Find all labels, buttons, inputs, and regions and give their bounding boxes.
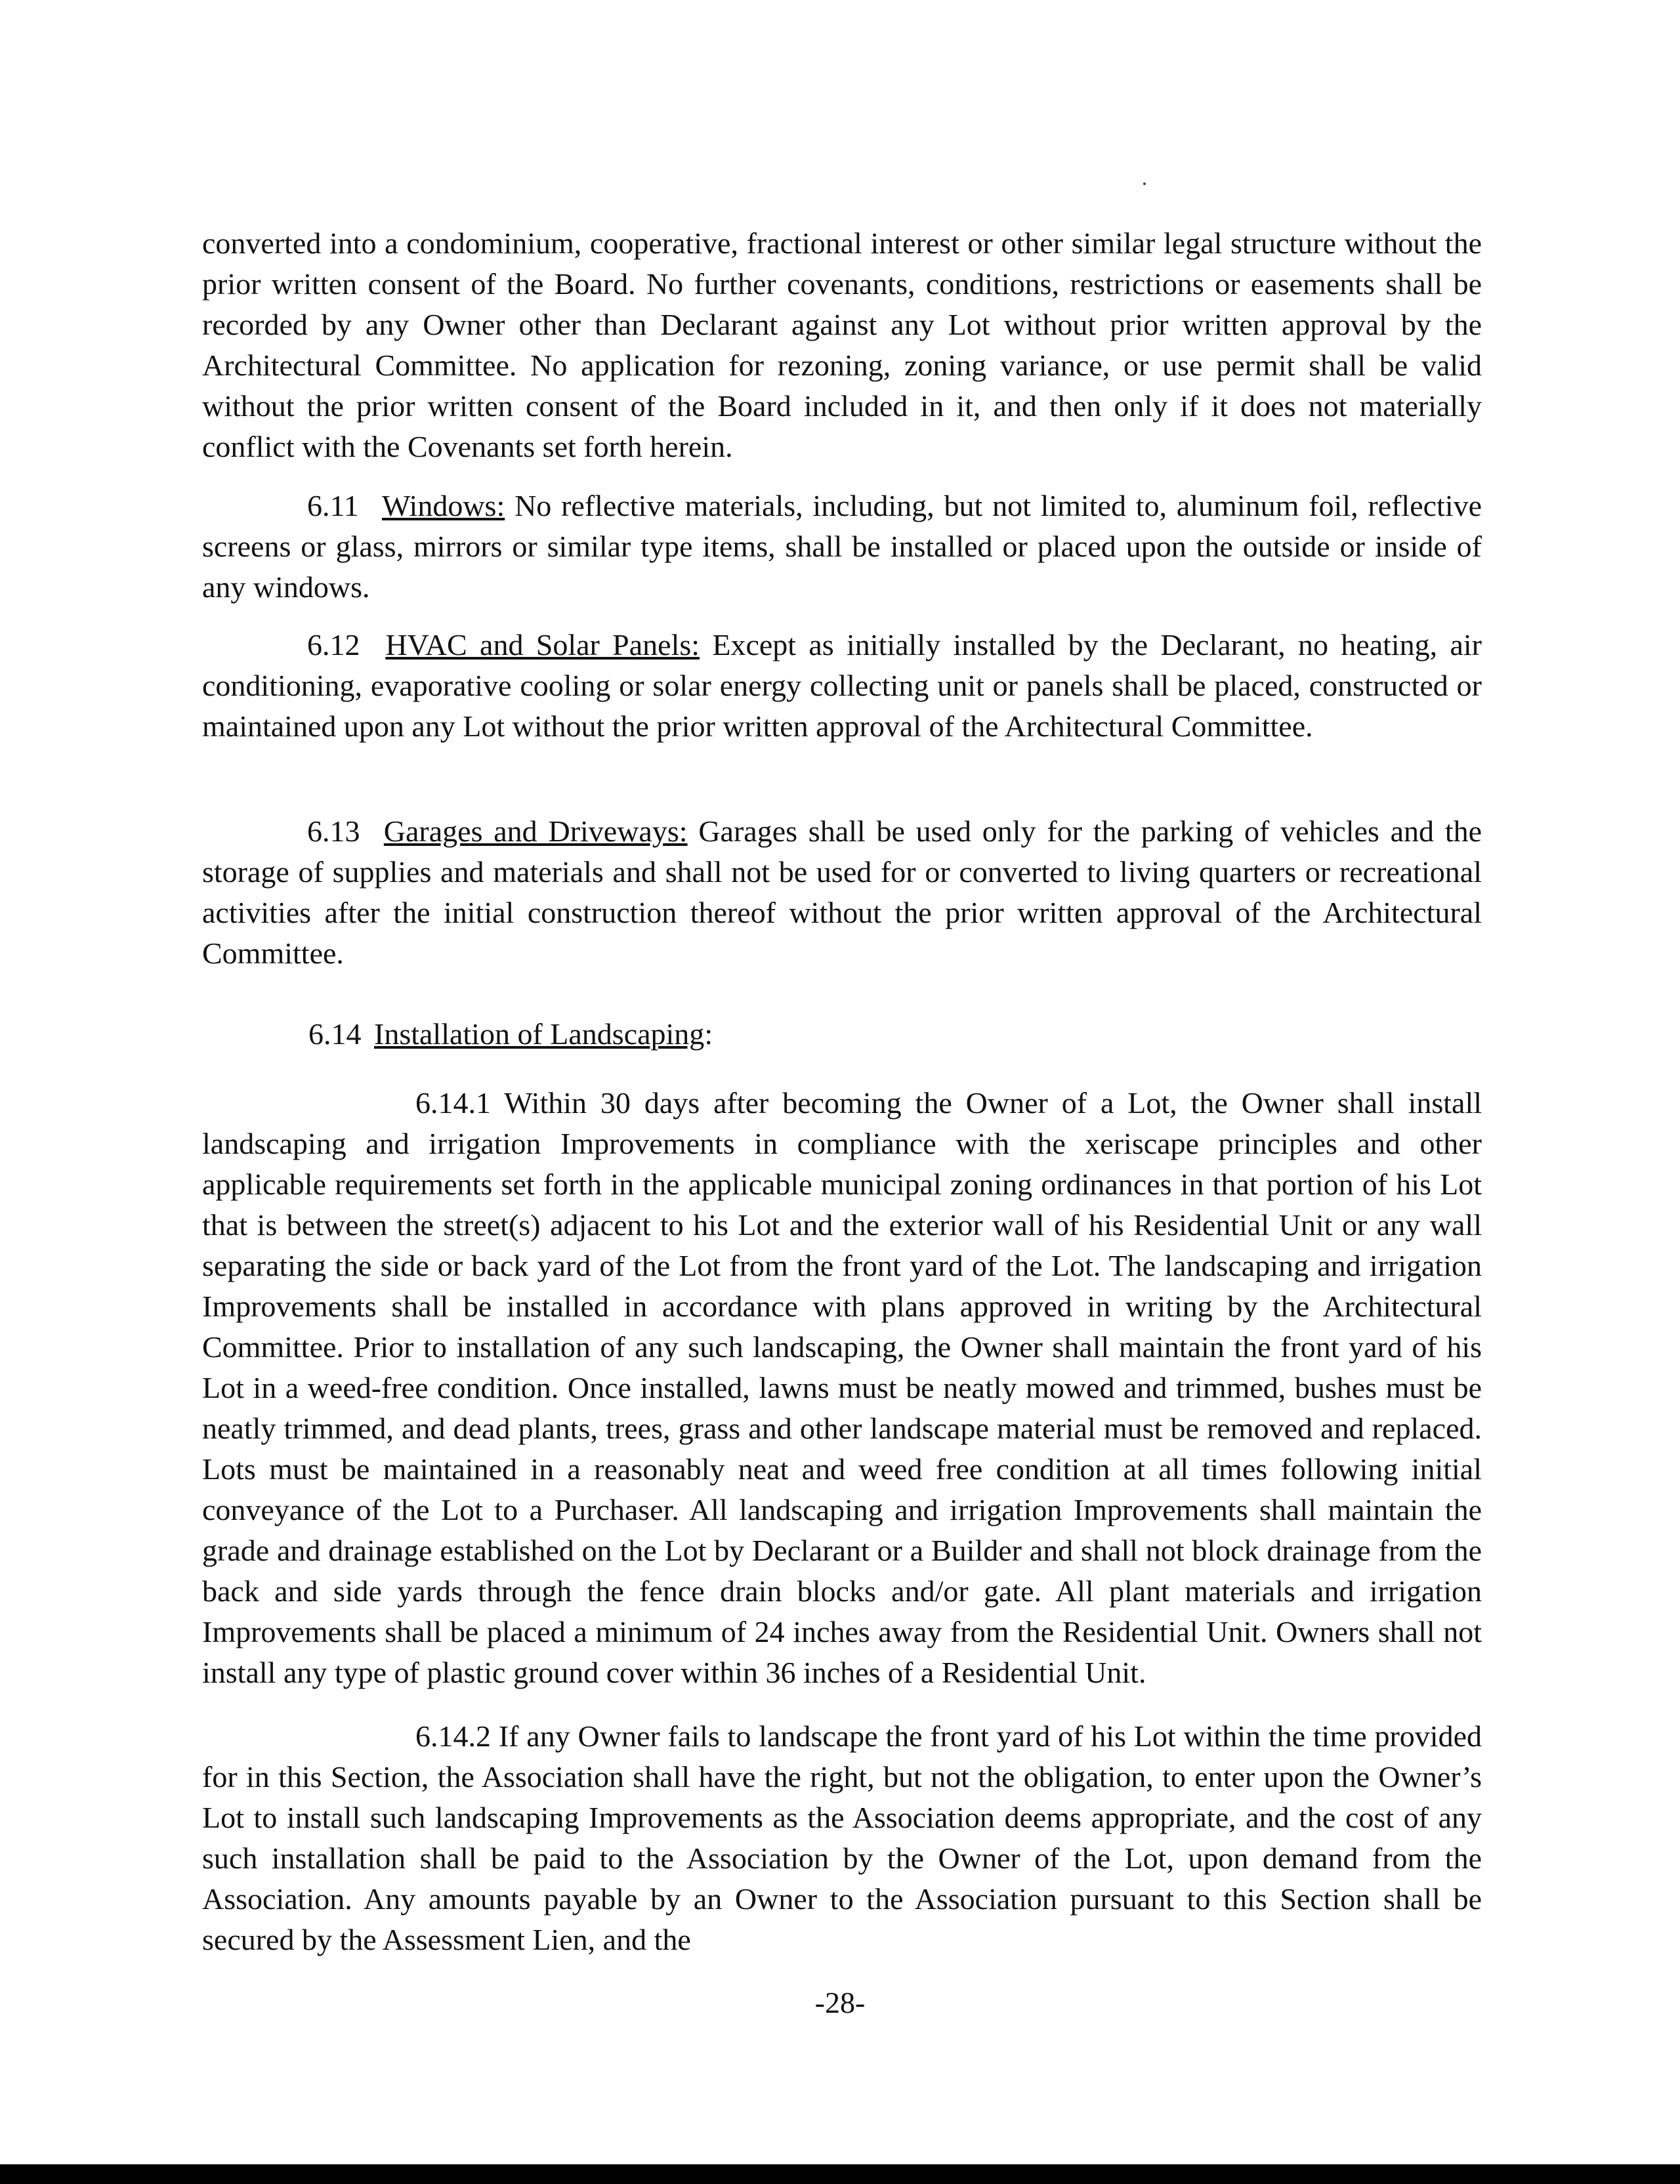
- paragraph-intro: [202, 223, 1482, 467]
- section-6-14-2-body: If any Owner fails to landscape the front yard of his Lot within the time provided for in this Section, the Association shall have the right, but not the obligation, to enter upon the Owner’s Lot to install such landscaping Improvements as the Association deems appropriate, and the cost of any such installation shall be paid to the Association by the Owner of the Lot, upon demand from the Association. Any amounts payable by an Owner to the Association pursuant to this Section shall be secured by the Assessment Lien, and the: [202, 1719, 1482, 1956]
- section-6-13-number: 6.13: [307, 814, 360, 848]
- section-6-12-heading: HVAC and Solar Panels:: [385, 628, 700, 662]
- section-6-11-heading: Windows:: [381, 489, 505, 522]
- section-6-14-colon: :: [704, 1017, 713, 1051]
- section-6-14-2-number: 6.14.2: [415, 1719, 491, 1753]
- section-6-13: [202, 811, 1482, 974]
- section-6-14-heading: Installation of Landscaping: [374, 1017, 705, 1051]
- scan-speck: [1143, 182, 1146, 185]
- section-6-14-1: [202, 1083, 1482, 1693]
- section-6-14-2: [202, 1716, 1482, 1960]
- section-6-12: [202, 625, 1482, 747]
- section-6-12-number: 6.12: [307, 628, 360, 662]
- section-6-14-number: 6.14: [308, 1017, 362, 1051]
- section-6-11: [202, 486, 1482, 608]
- paragraph-intro-text: converted into a condominium, cooperative, fractional interest or other similar legal structure without the prior written consent of the Board. No further covenants, conditions, restrictions or easements shall be recorded by any Owner other than Declarant against any Lot without prior written approval by the Architectural Committee. No application for rezoning, zoning variance, or use permit shall be valid without the prior written consent of the Board included in it, and then only if it does not materially conflict with the Covenants set forth herein.: [202, 226, 1482, 463]
- section-6-13-body: Garages shall be used only for the parking of vehicles and the storage of supplies and materials and shall not be used for or converted to living quarters or recreational activities after the initial construction thereof without the prior written approval of the Architectural Committee.: [202, 814, 1482, 970]
- section-6-14-1-number: 6.14.1: [415, 1086, 491, 1120]
- section-6-13-heading: Garages and Driveways:: [383, 814, 688, 848]
- section-6-14: [308, 1014, 713, 1055]
- section-6-11-number: 6.11: [307, 489, 359, 522]
- scan-border-bottom: [0, 2164, 1680, 2184]
- section-6-14-1-body: Within 30 days after becoming the Owner of a Lot, the Owner shall install landscaping and irrigation Improvements in compliance with the xeriscape principles and other applicable requirements set forth in the applicable municipal zoning ordinances in that portion of his Lot that is between the street(s) adjacent to his Lot and the exterior wall of his Residential Unit or any wall separating the side or back yard of the Lot from the front yard of the Lot. The landscaping and irrigation Improvements shall be installed in accordance with plans approved in writing by the Architectural Committee. Prior to installation of any such landscaping, the Owner shall maintain the front yard of his Lot in a weed-free condition. Once installed, lawns must be neatly mowed and trimmed, bushes must be neatly trimmed, and dead plants, trees, grass and other landscape material must be removed and replaced. Lots must be maintained in a reasonably neat and weed free condition at all times following initial conveyance of the Lot to a Purchaser. All landscaping and irrigation Improvements shall maintain the grade and drainage established on the Lot by Declarant or a Builder and shall not block drainage from the back and side yards through the fence drain blocks and/or gate. All plant materials and irrigation Improvements shall be placed a minimum of 24 inches away from the Residential Unit. Owners shall not install any type of plastic ground cover within 36 inches of a Residential Unit.: [202, 1086, 1482, 1689]
- section-6-12-body: Except as initially installed by the Declarant, no heating, air conditioning, evaporative cooling or solar energy collecting unit or panels shall be placed, constructed or maintained upon any Lot without the prior written approval of the Architectural Committee.: [202, 628, 1482, 743]
- page-number: -28-: [814, 1986, 866, 2019]
- section-6-11-body: No reflective materials, including, but not limited to, aluminum foil, reflective screens or glass, mirrors or similar type items, shall be installed or placed upon the outside or inside of any windows.: [202, 489, 1482, 604]
